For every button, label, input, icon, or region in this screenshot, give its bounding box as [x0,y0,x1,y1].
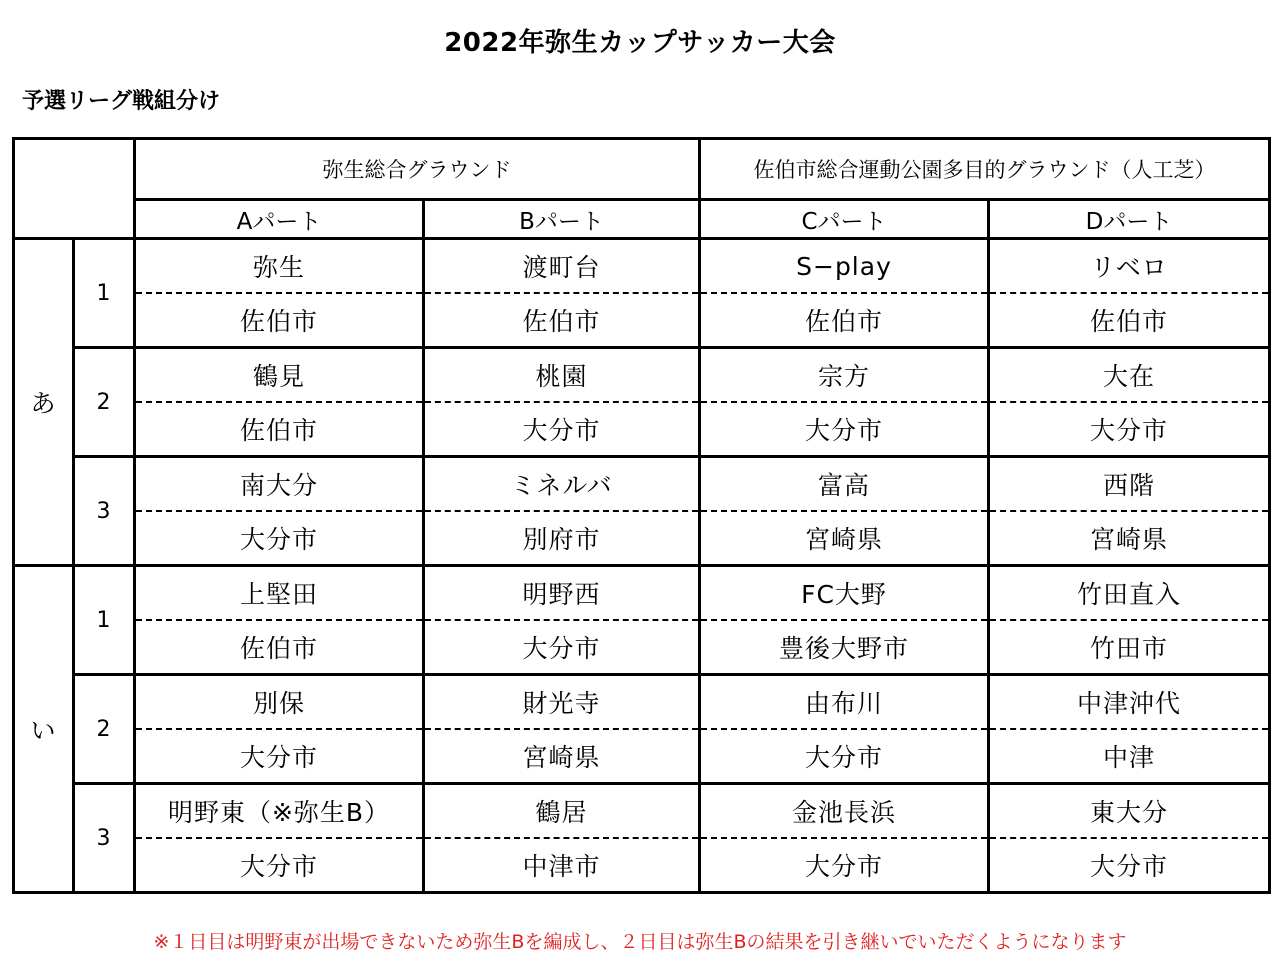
team-cell: FC大野 [700,566,989,621]
row-number: 3 [74,457,135,566]
city-cell: 大分市 [989,402,1270,457]
team-cell: 宗方 [700,348,989,403]
team-cell: 富高 [700,457,989,512]
city-cell: 大分市 [135,838,424,893]
row-number: 1 [74,566,135,675]
row-number: 2 [74,348,135,457]
city-cell: 佐伯市 [135,293,424,348]
part-header-d: Dパート [989,200,1270,239]
team-row [14,457,1270,512]
city-cell: 中津 [989,729,1270,784]
footnote: ※１日目は明野東が出場できないため弥生Bを編成し、２日目は弥生Bの結果を引き継いでいただくようになります [153,931,1127,953]
team-cell: 東大分 [989,784,1270,839]
team-cell: 財光寺 [424,675,700,730]
city-cell: 大分市 [700,729,989,784]
city-cell: 中津市 [424,838,700,893]
group-label: い [14,566,74,893]
city-row [14,729,1270,784]
city-cell: 大分市 [135,729,424,784]
team-cell: リベロ [989,239,1270,294]
city-cell: 宮崎県 [700,511,989,566]
row-number: 1 [74,239,135,348]
team-cell: 上堅田 [135,566,424,621]
city-cell: 宮崎県 [424,729,700,784]
city-cell: 大分市 [424,402,700,457]
part-header-c: Cパート [700,200,989,239]
city-cell: 大分市 [700,838,989,893]
venue-header-row [14,139,1270,200]
team-row [14,784,1270,839]
city-row [14,838,1270,893]
team-cell: 西階 [989,457,1270,512]
city-cell: 佐伯市 [135,402,424,457]
city-cell: 大分市 [424,620,700,675]
part-header-row [14,200,1270,239]
team-cell: 明野西 [424,566,700,621]
venue-header-yayoi: 弥生総合グラウンド [135,139,700,200]
team-row [14,239,1270,294]
team-cell: 竹田直入 [989,566,1270,621]
city-row [14,402,1270,457]
city-cell: 佐伯市 [424,293,700,348]
city-cell: 大分市 [135,511,424,566]
team-cell: 金池長浜 [700,784,989,839]
team-row [14,675,1270,730]
city-row [14,511,1270,566]
team-cell: 鶴見 [135,348,424,403]
row-number: 2 [74,675,135,784]
part-header-b: Bパート [424,200,700,239]
team-cell: 明野東（※弥生B） [135,784,424,839]
team-cell: 南大分 [135,457,424,512]
team-cell: ミネルバ [424,457,700,512]
row-number: 3 [74,784,135,893]
group-table [12,137,1271,894]
city-cell: 別府市 [424,511,700,566]
corner-cell [14,139,135,239]
venue-header-saiki: 佐伯市総合運動公園多目的グラウンド（人工芝） [700,139,1270,200]
city-cell: 佐伯市 [135,620,424,675]
team-cell: 弥生 [135,239,424,294]
city-cell: 大分市 [989,838,1270,893]
section-subtitle: 予選リーグ戦組分け [22,89,221,114]
team-cell: 別保 [135,675,424,730]
team-cell: 由布川 [700,675,989,730]
team-cell: 大在 [989,348,1270,403]
city-cell: 大分市 [700,402,989,457]
city-cell: 宮崎県 [989,511,1270,566]
team-row [14,348,1270,403]
city-cell: 竹田市 [989,620,1270,675]
part-header-a: Aパート [135,200,424,239]
team-cell: S−play [700,239,989,294]
city-row [14,293,1270,348]
city-cell: 佐伯市 [700,293,989,348]
team-cell: 中津沖代 [989,675,1270,730]
city-cell: 豊後大野市 [700,620,989,675]
team-cell: 桃園 [424,348,700,403]
team-cell: 渡町台 [424,239,700,294]
city-row [14,620,1270,675]
team-cell: 鶴居 [424,784,700,839]
page-title: 2022年弥生カップサッカー大会 [444,28,836,58]
city-cell: 佐伯市 [989,293,1270,348]
team-row [14,566,1270,621]
group-label: あ [14,239,74,566]
